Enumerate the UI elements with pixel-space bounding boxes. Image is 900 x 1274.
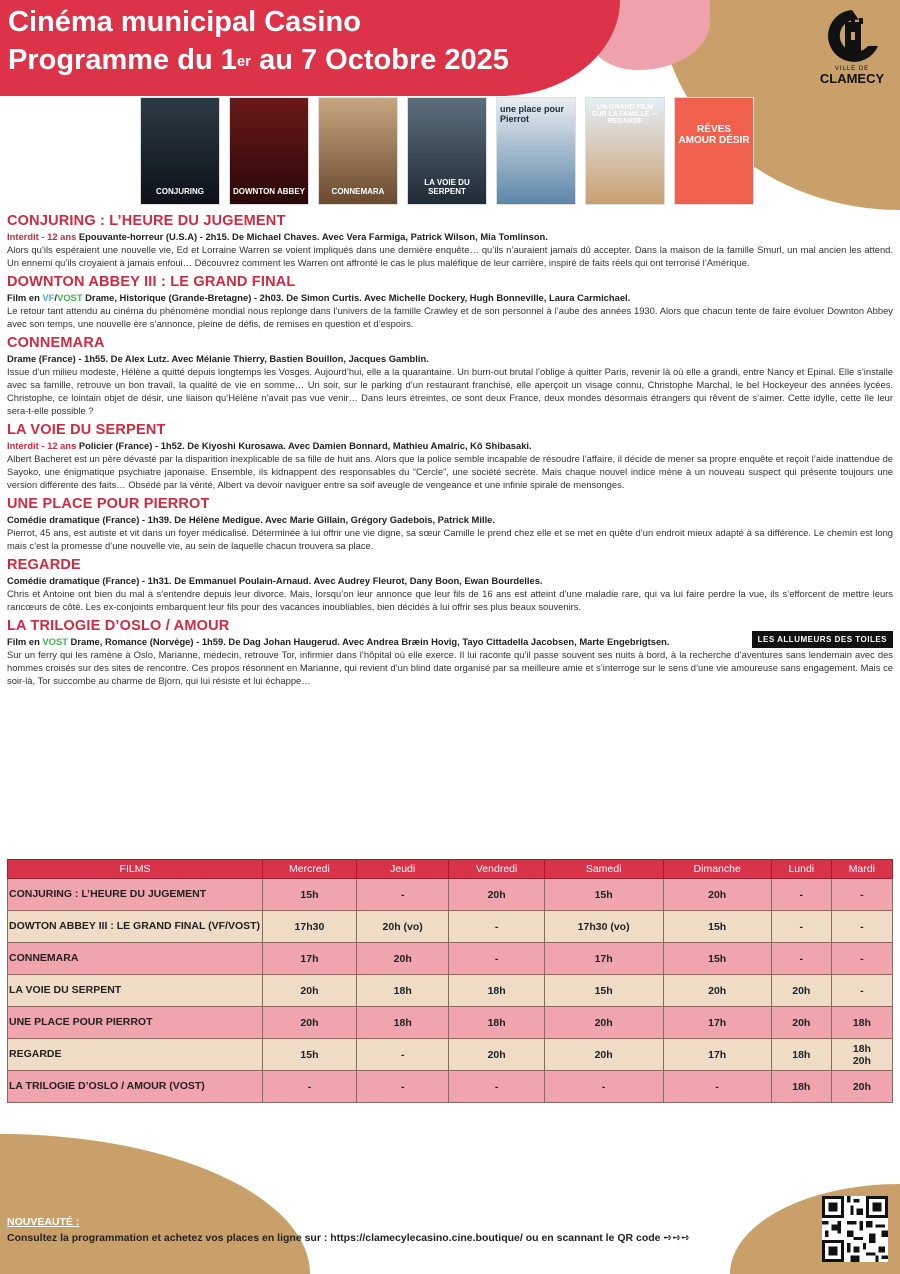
film-title: REGARDE <box>7 557 81 573</box>
film-une-place-pour-pierrot <box>7 495 893 552</box>
schedule-film-name: UNE PLACE POUR PIERROT <box>8 1007 263 1039</box>
schedule-time-cell: - <box>831 943 892 975</box>
schedule-time-cell: 15h <box>544 975 663 1007</box>
schedule-time-cell: 17h <box>663 1039 771 1071</box>
film-conjuring <box>7 212 893 269</box>
schedule-film-name: CONJURING : L’HEURE DU JUGEMENT <box>8 879 263 911</box>
schedule-time-cell: - <box>831 911 892 943</box>
film-title: UNE PLACE POUR PIERROT <box>7 496 210 512</box>
decor-shape-bottom-left <box>0 1134 310 1274</box>
header-lundi: Lundi <box>771 860 831 879</box>
film-la-voie-du-serpent <box>7 421 893 491</box>
poster-conjuring: CONJURING <box>140 97 220 205</box>
film-meta: Comédie dramatique (France) - 1h31. De Emmanuel Poulain-Arnaud. Avec Audrey Fleurot, Dany Boon, Ewan Bourdelles. <box>7 575 543 586</box>
schedule-time-cell: 17h <box>263 943 357 975</box>
schedule-time-cell: - <box>771 943 831 975</box>
poster-reves-amour-desir: RÊVES AMOUR DÉSIR <box>674 97 754 205</box>
schedule-time-cell: 20h <box>663 975 771 1007</box>
header-dimanche: Dimanche <box>663 860 771 879</box>
page-header <box>8 4 509 80</box>
schedule-row <box>8 1071 893 1103</box>
schedule-time-cell: 18h <box>771 1071 831 1103</box>
nouveaute-label: NOUVEAUTÉ : <box>7 1216 80 1228</box>
header-mercredi: Mercredi <box>263 860 357 879</box>
film-synopsis: Le retour tant attendu au cinéma du phénomène mondial nous replonge dans l’univers de la famille Crawley et de son personnel à l’aube des années 1930. Alors que chacun tente de faire évoluer Downton Abbey avec son temps, une nouvelle ère s’annonce, pleine de défis, de remises en question et d’espoirs. <box>7 305 893 329</box>
schedule-row <box>8 879 893 911</box>
schedule-time-cell: 20h <box>263 1007 357 1039</box>
film-list <box>7 212 893 691</box>
schedule-time-cell: 18h <box>771 1039 831 1071</box>
schedule-time-cell: 15h <box>263 879 357 911</box>
schedule-film-name: REGARDE <box>8 1039 263 1071</box>
schedule-header-row <box>8 860 893 879</box>
schedule-time-cell: - <box>449 1071 544 1103</box>
poster-connemara: CONNEMARA <box>318 97 398 205</box>
poster-une-place-pour-pierrot: une place pour Pierrot <box>496 97 576 205</box>
schedule-time-cell: 20h <box>544 1039 663 1071</box>
header-films: FILMS <box>8 860 263 879</box>
castle-c-icon <box>821 6 883 66</box>
schedule-film-name: LA VOIE DU SERPENT <box>8 975 263 1007</box>
film-meta: Interdit - 12 ans Epouvante-horreur (U.S.A) - 2h15. De Michael Chaves. Avec Vera Farmiga, Patrick Wilson, Mia Tomlinson. <box>7 231 548 242</box>
schedule-time-cell: - <box>831 879 892 911</box>
schedule-time-cell: 17h <box>663 1007 771 1039</box>
logo-name: CLAMECY <box>819 71 885 86</box>
schedule-time-cell: - <box>831 975 892 1007</box>
schedule-time-cell: 20h <box>449 1039 544 1071</box>
film-synopsis: Alors qu’ils espéraient une nouvelle vie, Ed et Lorraine Warren se voient impliqués dans une dernière enquête… qu’ils n’auraient jamais dû accepter. Dans la maison de la famille Smurl, un mal ancien les attend. Un ennemi qu’ils croyaient à jamais enfoui… Découvrez comment les Warren ont affronté le cas le plus maléfique de leur carrière, inspiré de faits réels qui ont terrorisé l’Amérique. <box>7 244 893 268</box>
film-meta: Interdit - 12 ans Policier (France) - 1h52. De Kiyoshi Kurosawa. Avec Damien Bonnard, Mathieu Amalric, Kô Shibasaki. <box>7 440 532 451</box>
schedule-time-cell: 20h <box>771 975 831 1007</box>
schedule-time-cell: 18h <box>356 1007 449 1039</box>
allumeurs-des-toiles-badge: LES ALLUMEURS DES TOILES <box>752 631 893 648</box>
schedule-time-cell: - <box>663 1071 771 1103</box>
header-mardi: Mardi <box>831 860 892 879</box>
logo-small-text: VILLE DE <box>834 66 870 72</box>
poster-la-voie-du-serpent: LA VOIE DU SERPENT <box>407 97 487 205</box>
schedule-time-cell: - <box>449 911 544 943</box>
film-title: LA TRILOGIE D’OSLO / AMOUR <box>7 618 230 634</box>
film-la-trilogie-d-oslo <box>7 617 893 687</box>
schedule-film-name: DOWTON ABBEY III : LE GRAND FINAL (VF/VOST) <box>8 911 263 943</box>
schedule-time-cell: 15h <box>663 911 771 943</box>
film-regarde <box>7 556 893 613</box>
schedule-time-cell: 15h <box>663 943 771 975</box>
film-synopsis: Pierrot, 45 ans, est autiste et vit dans un foyer médicalisé. Déterminée à lui offrir une vie digne, sa sœur Camille le prend chez elle et se met en quête d’un endroit mieux adapté à sa différence. Le chemin est long mais c’est la promesse d’une nouvelle vie, au sein de laquelle chacun trouvera sa place. <box>7 527 893 551</box>
schedule-table <box>7 859 893 1103</box>
schedule-time-cell: - <box>356 1039 449 1071</box>
schedule-time-cell: 18h <box>449 975 544 1007</box>
schedule-time-cell: 20h <box>544 1007 663 1039</box>
schedule-row <box>8 1007 893 1039</box>
schedule-time-cell: 20h <box>449 879 544 911</box>
schedule-row <box>8 943 893 975</box>
schedule-time-cell: 15h <box>544 879 663 911</box>
schedule-time-cell: 18h <box>449 1007 544 1039</box>
schedule-time-cell: 18h <box>356 975 449 1007</box>
header-samedi: Samedi <box>544 860 663 879</box>
film-connemara <box>7 334 893 417</box>
schedule-time-cell: 20h <box>663 879 771 911</box>
footer-text: Consultez la programmation et achetez vos places en ligne sur : https://clamecylecasino.cine.boutique/ ou en scannant le QR code ➺➺➺ <box>7 1232 690 1244</box>
header-vendredi: Vendredi <box>449 860 544 879</box>
film-title: DOWNTON ABBEY III : LE GRAND FINAL <box>7 274 296 290</box>
schedule-time-cell: - <box>771 879 831 911</box>
schedule-time-cell: 20h <box>771 1007 831 1039</box>
schedule-row <box>8 911 893 943</box>
schedule-time-cell: 20h <box>831 1071 892 1103</box>
schedule-time-cell: - <box>771 911 831 943</box>
header-jeudi: Jeudi <box>356 860 449 879</box>
schedule-time-cell: - <box>449 943 544 975</box>
schedule-row <box>8 975 893 1007</box>
film-title: CONNEMARA <box>7 335 105 351</box>
film-synopsis: Albert Bacheret est un père dévasté par la disparition inexplicable de sa fille de huit ans. Alors que la police semble incapable de résoudre l’affaire, il décide de mener sa propre enquête et reçoit l’aide inattendue de Sayoko, une énigmatique psychiatre japonaise. Ensemble, ils kidnappent des responsables du “Cercle”, une société secrète. Mais chaque nouvel indice mène à un nouveau suspect qui présente toujours une version différente des faits… Obsédé par la vérité, Albert va devoir naviguer entre sa soif aveugle de vengeance et une infinie spirale de mensonges. <box>7 453 893 490</box>
schedule-time-cell: 18h 20h <box>831 1039 892 1071</box>
film-synopsis: Issue d’un milieu modeste, Hélène a quitté depuis longtemps les Vosges. Aujourd’hui, elle a la quarantaine. Un burn-out brutal l’oblige à quitter Paris, revenir là où elle a grandi, entre Nancy et Epinal. Elle s’installe avec sa famille, retrouve un bon travail, la qualité de vie en somme… Un soir, sur le parking d’un restaurant franchisé, elle aperçoit un visage connu, Christophe Marchal, le bel Hockeyeur des années lycées. Christophe, ce lointain objet de désir, une liaison qu’Hélène n’avait pas vue venir… Dans leurs étreintes, ce sont deux France, deux mondes désormais étrangers qui rêvent de s’aimer. Cette idylle, cette île leur sera-t-elle possible ? <box>7 366 893 416</box>
qr-code-icon[interactable] <box>822 1196 888 1262</box>
film-meta: Film en VF/VOST Drame, Historique (Grande-Bretagne) - 2h03. De Simon Curtis. Avec Michelle Dockery, Hugh Bonneville, Laura Carmichael. <box>7 292 631 303</box>
schedule-time-cell: 15h <box>263 1039 357 1071</box>
film-meta: Drame (France) - 1h55. De Alex Lutz. Avec Mélanie Thierry, Bastien Bouillon, Jacques Gamblin. <box>7 353 429 364</box>
schedule-time-cell: 18h <box>831 1007 892 1039</box>
footer <box>7 1214 690 1246</box>
cinema-title: Cinéma municipal Casino <box>8 6 361 38</box>
schedule-time-cell: - <box>263 1071 357 1103</box>
programme-title: Programme du 1er au 7 Octobre 2025 <box>8 44 509 76</box>
schedule-film-name: LA TRILOGIE D’OSLO / AMOUR (VOST) <box>8 1071 263 1103</box>
schedule-time-cell: - <box>544 1071 663 1103</box>
schedule-time-cell: 17h30 <box>263 911 357 943</box>
schedule-row <box>8 1039 893 1071</box>
schedule-time-cell: 20h <box>356 943 449 975</box>
film-title: CONJURING : L’HEURE DU JUGEMENT <box>7 213 286 229</box>
film-downton-abbey <box>7 273 893 330</box>
film-title: LA VOIE DU SERPENT <box>7 422 166 438</box>
poster-strip <box>140 97 754 205</box>
poster-downton-abbey: DOWNTON ABBEY <box>229 97 309 205</box>
schedule-time-cell: 17h <box>544 943 663 975</box>
film-meta: Film en VOST Drame, Romance (Norvège) - 1h59. De Dag Johan Haugerud. Avec Andrea Bræin Hovig, Tayo Cittadella Jacobsen, Marte Engebrigtsen. <box>7 636 670 647</box>
film-meta: Comédie dramatique (France) - 1h39. De Hélène Medigue. Avec Marie Gillain, Grégory Gadebois, Patrick Mille. <box>7 514 495 525</box>
film-synopsis: Chris et Antoine ont bien du mal à s’entendre depuis leur divorce. Mais, lorsqu’on leur annonce que leur fils de 16 ans est atteint d’une maladie rare, qui va lui faire perdre la vue, ils s’efforcent de mettre leurs rancœurs de côté. Les ex-conjoints embarquent leur fils pour des vacances inoubliables, bien décidés à lui offrir ses plus beaux souvenirs. <box>7 588 893 612</box>
schedule-time-cell: 20h (vo) <box>356 911 449 943</box>
schedule-time-cell: 17h30 (vo) <box>544 911 663 943</box>
schedule-film-name: CONNEMARA <box>8 943 263 975</box>
schedule-time-cell: - <box>356 879 449 911</box>
poster-regarde: UN GRAND FILM SUR LA FAMILLE — REGARDE <box>585 97 665 205</box>
film-synopsis: Sur un ferry qui les ramène à Oslo, Marianne, médecin, retrouve Tor, infirmier dans l’hôpital où elle exerce. Il lui raconte qu’il passe souvent ses nuits à bord, à la recherche d’aventures sans lendemain avec des hommes croisés sur des sites de rencontre. Ces propos résonnent en Marianne, qui revient d’un blind date organisé par sa meilleure amie et s’interroge sur le sens d’une vie amoureuse sans engagement. Mais ce soir-là, Tor succombe au charme de Bjorn, qui lui résiste et lui échappe… <box>7 649 893 686</box>
schedule-time-cell: 20h <box>263 975 357 1007</box>
schedule-time-cell: - <box>356 1071 449 1103</box>
clamecy-logo <box>816 6 888 92</box>
